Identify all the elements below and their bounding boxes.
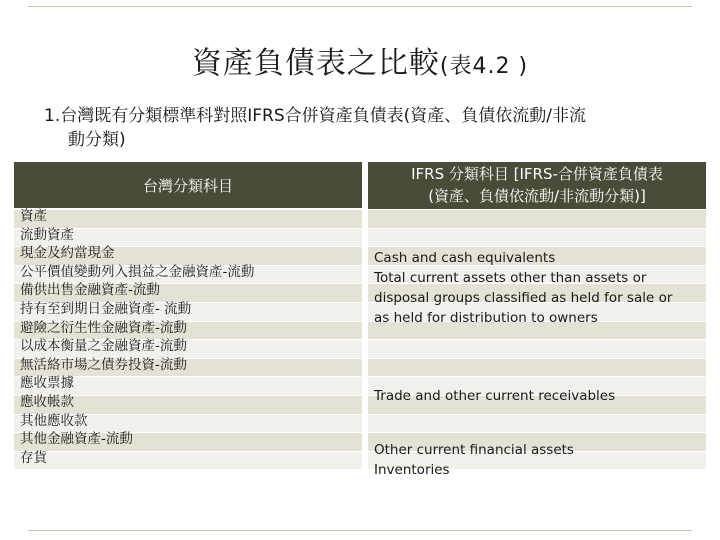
top-rule — [28, 6, 692, 7]
subtitle-line1: 1.台灣既有分類標準科對照IFRS合併資產負債表(資產、負債依流動/非流 — [44, 106, 586, 126]
ifrs-item: as held for distribution to owners — [374, 310, 598, 326]
page-title — [0, 44, 720, 87]
ifrs-item: Total current assets other than assets or — [374, 270, 647, 286]
comparison-table — [14, 162, 706, 486]
subtitle — [44, 104, 684, 152]
header-right — [368, 162, 706, 209]
taiwan-item: 現金及約當現金 — [20, 245, 115, 262]
table-row-bg — [368, 340, 706, 358]
title-main: 資產負債表之比較 — [191, 46, 440, 81]
ifrs-group-cash-current-assets — [374, 248, 672, 328]
taiwan-item: 資產 — [20, 208, 47, 224]
ifrs-group-financial-inventories — [374, 440, 574, 480]
ifrs-item: Trade and other current receivables — [374, 388, 616, 404]
taiwan-item: 存貨 — [20, 449, 47, 466]
taiwan-item: 其他應收款 — [20, 412, 88, 429]
ifrs-group-receivables — [374, 386, 615, 406]
subtitle-line2: 動分類) — [68, 130, 126, 150]
table-row-bg — [368, 210, 706, 228]
title-suffix: (表4.2 ) — [439, 54, 529, 79]
header-right-line2: (資產、負債依流動/非流動分類)] — [428, 187, 646, 205]
taiwan-item: 應收票據 — [20, 375, 74, 392]
taiwan-items-list — [20, 207, 254, 467]
taiwan-item: 以成本衡量之金融資產-流動 — [20, 338, 187, 355]
taiwan-item: 避險之衍生性金融資產-流動 — [20, 319, 187, 336]
header-left-label: 台灣分類科目 — [142, 176, 233, 195]
taiwan-item: 應收帳款 — [20, 393, 74, 410]
taiwan-item: 持有至到期日金融資產- 流動 — [20, 300, 192, 317]
header-left — [14, 162, 362, 208]
ifrs-item: Cash and cash equivalents — [374, 250, 556, 266]
table-row-bg — [368, 229, 706, 247]
table-row-bg — [368, 359, 706, 377]
taiwan-item: 其他金融資產-流動 — [20, 431, 133, 448]
taiwan-item: 無活絡市場之債券投資-流動 — [20, 356, 187, 373]
ifrs-item: Other current financial assets — [374, 442, 574, 458]
table-row-bg — [368, 415, 706, 433]
header-right-line1: IFRS 分類科目 [IFRS-合併資產負債表 — [411, 165, 663, 183]
bottom-rule — [28, 530, 692, 531]
ifrs-item: Inventories — [374, 462, 450, 478]
ifrs-item: disposal groups classified as held for sale or — [374, 290, 673, 306]
taiwan-item: 備供出售金融資產-流動 — [20, 282, 160, 299]
taiwan-item: 公平價值變動列入損益之金融資產-流動 — [20, 263, 255, 280]
taiwan-item: 流動資產 — [20, 226, 74, 243]
